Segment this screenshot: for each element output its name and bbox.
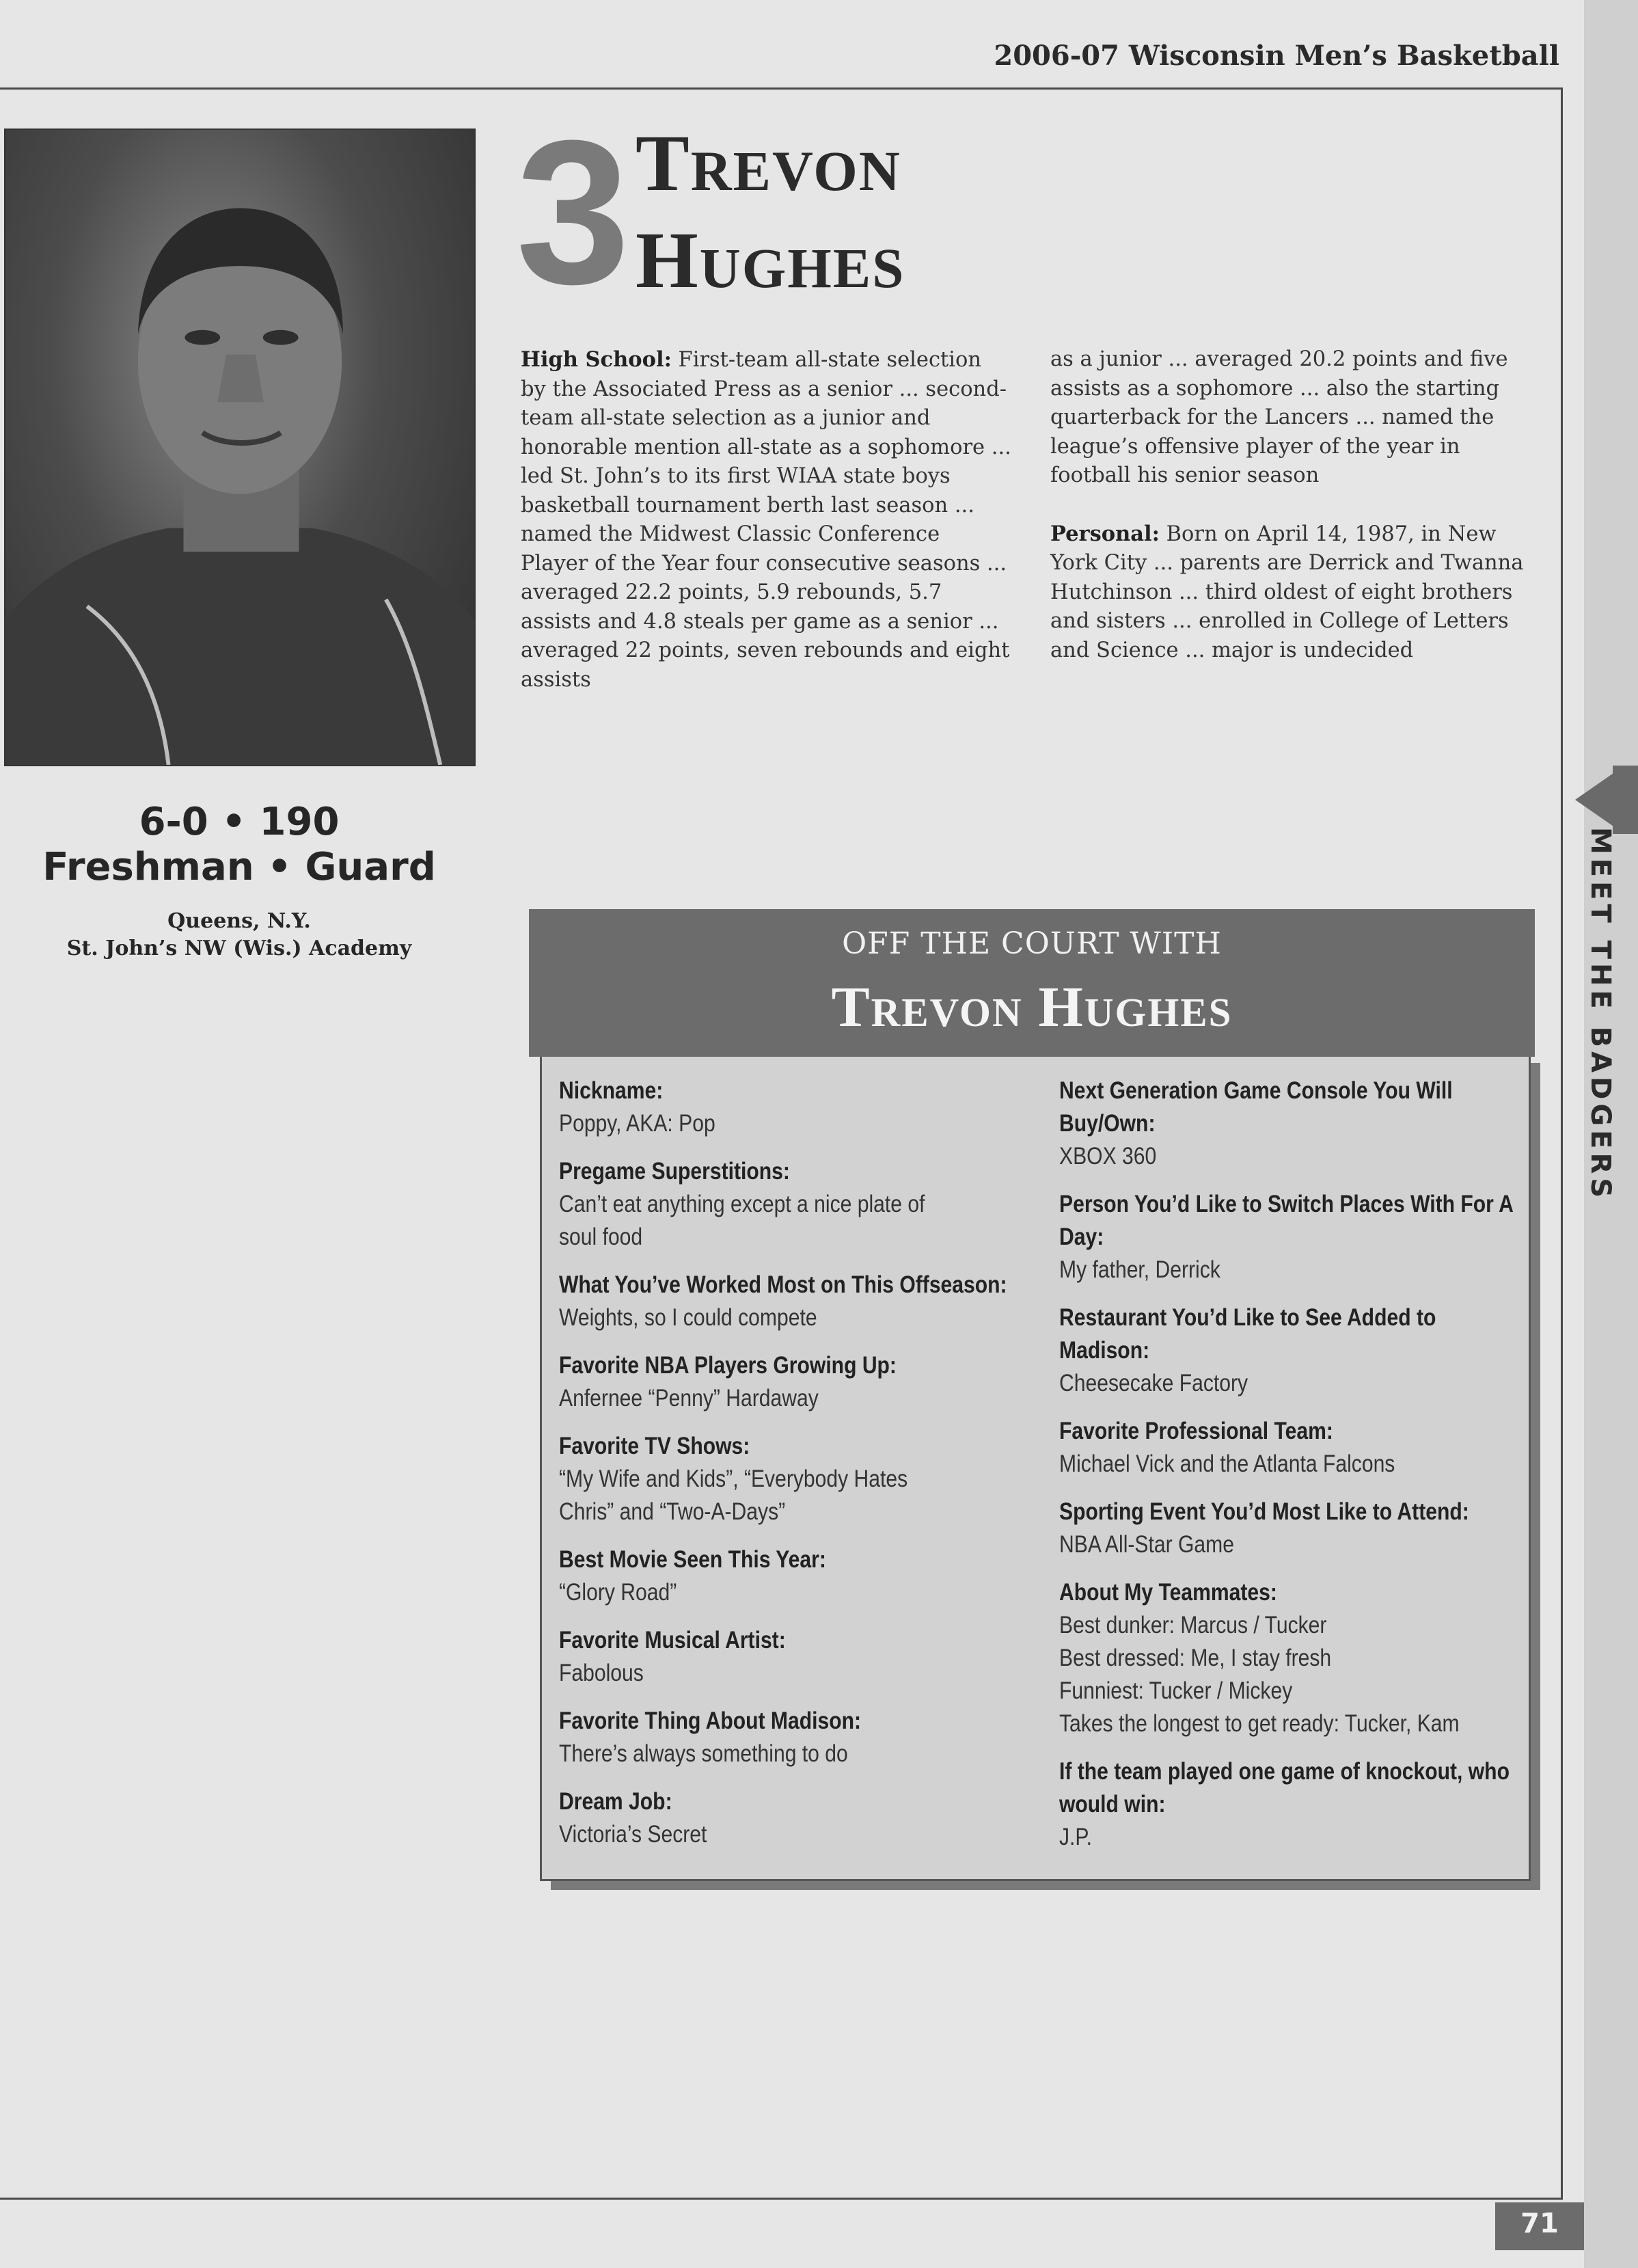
qa-answer-line: My father, Derrick — [1059, 1256, 1220, 1283]
high-school-continued: as a junior ... averaged 20.2 points and five assists as a sophomore ... also the starting quarterback for the Lancers ... named the league’s offensive player of the year in football his senior season — [1050, 347, 1508, 487]
qa-item — [1059, 1755, 1524, 1854]
qa-question: Next Generation Game Console You Will Buy/Own: — [1059, 1077, 1453, 1137]
qa-answer-line: “Glory Road” — [559, 1579, 677, 1606]
qa-item — [1059, 1496, 1524, 1561]
qa-question: Person You’d Like to Switch Places With For A Day: — [1059, 1191, 1513, 1250]
qa-question: Sporting Event You’d Most Like to Attend: — [1059, 1498, 1469, 1525]
qa-answer-line: XBOX 360 — [1059, 1143, 1157, 1170]
qa-answer-line: Best dressed: Me, I stay fresh — [1059, 1645, 1332, 1671]
qa-question: Nickname: — [559, 1077, 664, 1104]
qa-item — [559, 1155, 1024, 1254]
personal-paragraph — [1050, 519, 1542, 666]
qa-item — [559, 1075, 1024, 1140]
qa-answer-line: Takes the longest to get ready: Tucker, Kam — [1059, 1710, 1460, 1737]
qa-answer-line: Best dunker: Marcus / Tucker — [1059, 1612, 1327, 1638]
qa-answer-line: Michael Vick and the Atlanta Falcons — [1059, 1450, 1395, 1477]
qa-item — [559, 1543, 1024, 1609]
qa-item — [1059, 1301, 1524, 1400]
off-court-heading: OFF THE COURT WITH — [842, 926, 1222, 961]
qa-question: Dream Job: — [559, 1788, 672, 1815]
bio-column-left — [521, 345, 1013, 723]
qa-answer-line: Poppy, AKA: Pop — [559, 1110, 715, 1137]
section-tab-label: MEET THE BADGERS — [1585, 827, 1616, 1202]
qa-column-right — [1059, 1075, 1524, 1869]
qa-item — [559, 1269, 1024, 1334]
qa-answer-line: Weights, so I could compete — [559, 1304, 817, 1331]
qa-question: About My Teammates: — [1059, 1579, 1277, 1606]
qa-item — [559, 1430, 1024, 1528]
personal-text: Born on April 14, 1987, in New York City ... parents are Derrick and Twanna Hutchinson ... third oldest of eight brothers and sisters ... enrolled in College of Letters and Science ... major is undecided — [1050, 522, 1524, 662]
qa-question: Pregame Superstitions: — [559, 1158, 790, 1185]
qa-question: If the team played one game of knockout, who would win: — [1059, 1758, 1510, 1818]
qa-answer-line: Victoria’s Secret — [559, 1821, 707, 1848]
class-position: Freshman • Guard — [42, 845, 436, 889]
qa-item — [559, 1785, 1024, 1851]
qa-question: Favorite Thing About Madison: — [559, 1707, 861, 1734]
player-headshot — [4, 129, 476, 766]
qa-answer-line: Chris” and “Two-A-Days” — [559, 1498, 786, 1525]
qa-question: What You’ve Worked Most on This Offseason: — [559, 1271, 1007, 1298]
qa-question: Favorite Professional Team: — [1059, 1418, 1333, 1444]
qa-item — [1059, 1576, 1524, 1740]
qa-answer-line: There’s always something to do — [559, 1740, 848, 1767]
frame-right-rule — [1561, 87, 1563, 2200]
publication-title: 2006-07 Wisconsin Men’s Basketball — [994, 40, 1559, 72]
qa-column-left — [559, 1075, 1024, 1866]
qa-item — [559, 1624, 1024, 1690]
off-court-player-name: Trevon Hughes — [831, 975, 1233, 1039]
qa-question: Best Movie Seen This Year: — [559, 1546, 826, 1573]
player-first-name: Trevon — [636, 118, 901, 208]
qa-answer-line: J.P. — [1059, 1824, 1092, 1850]
personal-label: Personal: — [1050, 521, 1160, 546]
qa-answer-line: Anfernee “Penny” Hardaway — [559, 1385, 819, 1412]
qa-item — [559, 1705, 1024, 1770]
player-last-name: Hughes — [636, 215, 905, 305]
qa-question: Favorite NBA Players Growing Up: — [559, 1352, 897, 1379]
frame-bottom-rule — [0, 2198, 1563, 2200]
qa-answer-line: Funniest: Tucker / Mickey — [1059, 1677, 1293, 1704]
hometown: Queens, N.Y. — [167, 909, 311, 933]
qa-answer-line: NBA All-Star Game — [1059, 1531, 1234, 1558]
qa-answer-line: “My Wife and Kids”, “Everybody Hates — [559, 1466, 908, 1492]
high-school-paragraph — [521, 345, 1013, 694]
headshot-illustration — [5, 130, 474, 765]
high-school-label: High School: — [521, 347, 672, 372]
bio-column-right — [1050, 345, 1542, 694]
high-school-text: First-team all-state selection by the Associated Press as a senior ... second-team all-state selection as a junior and honorable mention all-state as a sophomore ... led St. John’s to its first WIAA state boys basketball tournament berth last season ... named the Midwest Classic Conference Player of the Year four consecutive seasons ... averaged 22.2 points, 5.9 rebounds, 5.7 assists and 4.8 steals per game as a senior ... averaged 22 points, seven rebounds and eight assists — [521, 348, 1011, 692]
qa-answer-line: Can’t eat anything except a nice plate of — [559, 1191, 925, 1217]
qa-item — [1059, 1075, 1524, 1173]
qa-item — [559, 1349, 1024, 1415]
qa-question: Restaurant You’d Like to See Added to Madison: — [1059, 1304, 1436, 1364]
qa-answer-line: soul food — [559, 1224, 643, 1250]
high-school-name: St. John’s NW (Wis.) Academy — [66, 936, 412, 960]
frame-top-rule — [0, 87, 1563, 90]
qa-question: Favorite TV Shows: — [559, 1433, 750, 1459]
qa-question: Favorite Musical Artist: — [559, 1627, 786, 1653]
qa-item — [1059, 1415, 1524, 1481]
page-number: 71 — [1520, 2208, 1559, 2239]
qa-answer-line: Fabolous — [559, 1660, 644, 1686]
section-tab-fill — [1613, 766, 1638, 834]
jersey-number: 3 — [516, 97, 625, 327]
height-weight: 6-0 • 190 — [139, 800, 340, 844]
qa-item — [1059, 1188, 1524, 1286]
qa-answer-line: Cheesecake Factory — [1059, 1370, 1248, 1396]
